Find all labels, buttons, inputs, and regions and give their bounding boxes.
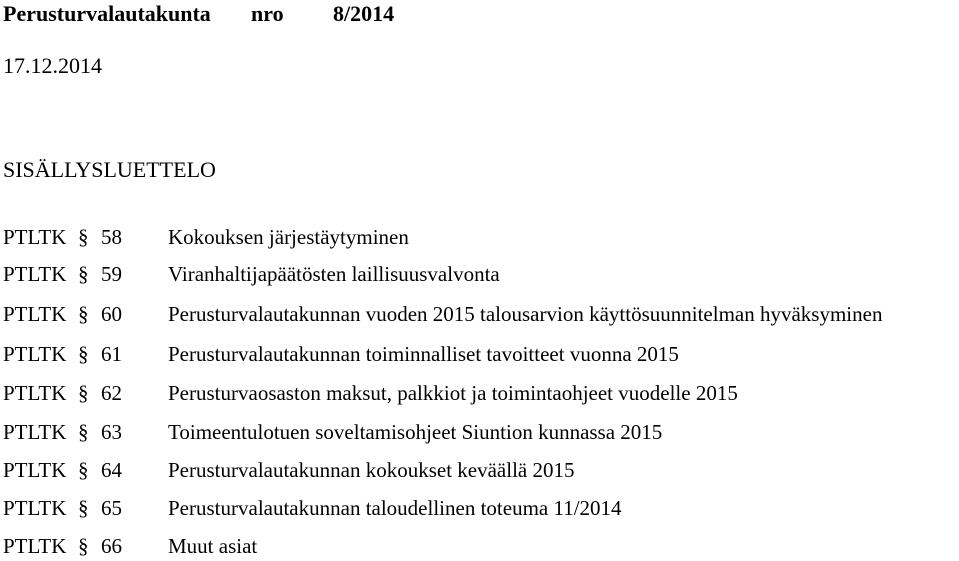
toc-item-code: PTLTK (3, 381, 67, 405)
section-sign: § (78, 381, 89, 405)
section-sign: § (78, 342, 89, 366)
toc-title: SISÄLLYSLUETTELO (3, 157, 216, 182)
section-sign: § (78, 534, 89, 558)
toc-item-text: Viranhaltijapäätösten laillisuusvalvonta (168, 262, 500, 286)
section-sign: § (78, 225, 89, 249)
toc-item-text: Perusturvalautakunnan taloudellinen toteuma 11/2014 (168, 496, 622, 520)
toc-item (0, 222, 959, 252)
toc-item (0, 339, 959, 369)
toc-item (0, 299, 959, 329)
toc-item-number: 62 (101, 381, 122, 405)
toc-item-text: Perusturvalautakunnan vuoden 2015 talousarvion käyttösuunnitelman hyväksyminen (168, 302, 883, 326)
toc-item-text: Perusturvaosaston maksut, palkkiot ja toimintaohjeet vuodelle 2015 (168, 381, 738, 405)
toc-item-code: PTLTK (3, 302, 67, 326)
toc-item-number: 63 (101, 420, 122, 444)
section-sign: § (78, 262, 89, 286)
meeting-number: 8/2014 (333, 1, 395, 26)
toc-item-number: 58 (101, 225, 122, 249)
toc-item (0, 259, 959, 289)
toc-item-text: Perusturvalautakunnan toiminnalliset tavoitteet vuonna 2015 (168, 342, 679, 366)
toc-item (0, 378, 959, 408)
toc-item-number: 61 (101, 342, 122, 366)
section-sign: § (78, 302, 89, 326)
toc-item-number: 60 (101, 302, 122, 326)
toc-item-text: Kokouksen järjestäytyminen (168, 225, 409, 249)
toc-item (0, 493, 959, 523)
toc-item-code: PTLTK (3, 225, 67, 249)
toc-item-code: PTLTK (3, 342, 67, 366)
toc-item-code: PTLTK (3, 420, 67, 444)
toc-item-number: 64 (101, 458, 122, 482)
toc-item-text: Perusturvalautakunnan kokoukset keväällä 2015 (168, 458, 575, 482)
toc-item-number: 66 (101, 534, 122, 558)
nro-label: nro (251, 1, 284, 26)
toc-item-code: PTLTK (3, 262, 67, 286)
toc-item-text: Toimeentulotuen soveltamisohjeet Siuntion kunnassa 2015 (168, 420, 663, 444)
section-sign: § (78, 458, 89, 482)
toc-item (0, 455, 959, 485)
toc-item-number: 65 (101, 496, 122, 520)
toc-item-code: PTLTK (3, 458, 67, 482)
toc-item-code: PTLTK (3, 496, 67, 520)
committee-name: Perusturvalautakunta (3, 1, 211, 26)
section-sign: § (78, 496, 89, 520)
toc-item (0, 417, 959, 447)
toc-item-number: 59 (101, 262, 122, 286)
meeting-date: 17.12.2014 (3, 53, 102, 78)
toc-item (0, 531, 959, 561)
toc-item-text: Muut asiat (168, 534, 258, 558)
section-sign: § (78, 420, 89, 444)
toc-item-code: PTLTK (3, 534, 67, 558)
